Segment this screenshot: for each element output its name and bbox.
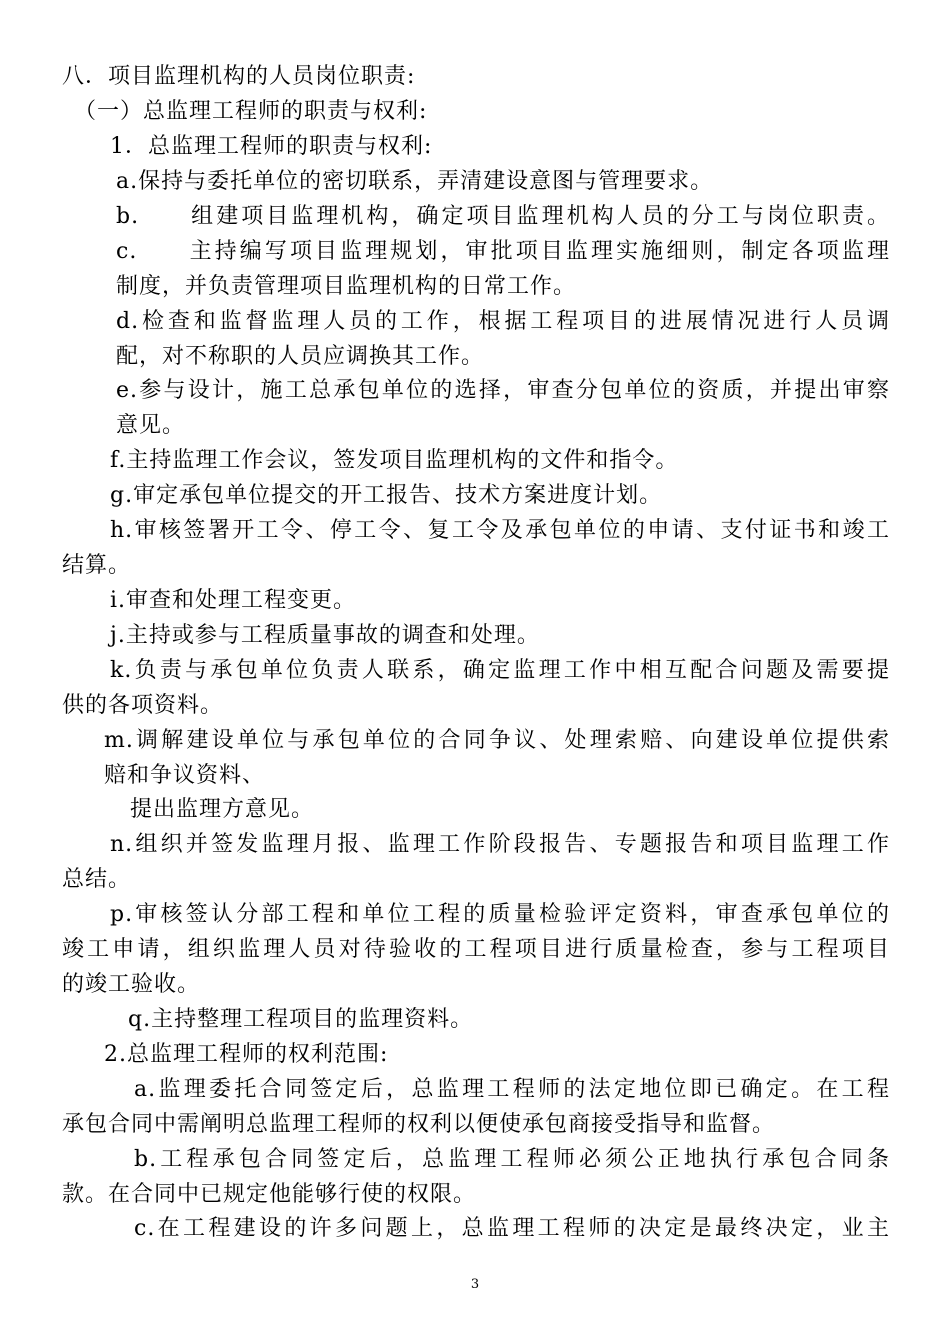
text-line: 意见。 [116,413,186,438]
text-line: 款。在合同中已规定他能够行使的权限。 [62,1182,477,1207]
section-heading: 八．项目监理机构的人员岗位职责: [62,64,416,89]
text-line: j.主持或参与工程质量事故的调查和处理。 [110,623,540,648]
text-line: i.审查和处理工程变更。 [110,588,357,613]
text-line: c. 主持编写项目监理规划，审批项目监理实施细则，制定各项监理 [116,239,890,264]
page-number: 3 [470,1277,480,1292]
text-line: n.组织并签发监理月报、监理工作阶段报告、专题报告和项目监理工作 [110,832,890,857]
text-line: p.审核签认分部工程和单位工程的质量检验评定资料，审查承包单位的 [110,902,890,927]
text-line: 配，对不称职的人员应调换其工作。 [116,344,485,369]
text-line: q.主持整理工程项目的监理资料。 [128,1007,474,1032]
text-line: 承包合同中需阐明总监理工程师的权利以便使承包商接受指导和监督。 [62,1112,776,1137]
text-line: 供的各项资料。 [62,693,224,718]
item-heading: 1．总监理工程师的职责与权利: [110,134,433,159]
text-line: 的竣工验收。 [62,972,201,997]
text-line: 制度，并负责管理项目监理机构的日常工作。 [116,274,577,299]
item-heading: 2.总监理工程师的权利范围: [104,1042,389,1067]
text-line: 赔和争议资料、 [104,763,266,788]
subsection-heading: （一）总监理工程师的职责与权利: [74,99,428,124]
text-line: k.负责与承包单位负责人联系，确定监理工作中相互配合问题及需要提 [110,658,890,683]
text-line: m.调解建设单位与承包单位的合同争议、处理索赔、向建设单位提供索 [104,728,890,753]
text-line: a.保持与委托单位的密切联系，弄清建设意图与管理要求。 [116,169,714,194]
text-line: b.工程承包合同签定后，总监理工程师必须公正地执行承包合同条 [134,1147,890,1172]
text-line: 结算。 [62,553,132,578]
text-line: d.检查和监督监理人员的工作，根据工程项目的进展情况进行人员调 [116,309,890,334]
text-line: a.监理委托合同签定后，总监理工程师的法定地位即已确定。在工程 [134,1077,890,1102]
text-line: c.在工程建设的许多问题上，总监理工程师的决定是最终决定，业主 [134,1216,890,1241]
text-line: 总结。 [62,867,132,892]
text-line: 竣工申请，组织监理人员对待验收的工程项目进行质量检查，参与工程项目 [62,937,890,962]
text-line: 提出监理方意见。 [130,797,315,822]
text-line: b. 组建项目监理机构，确定项目监理机构人员的分工与岗位职责。 [116,204,890,229]
text-line: g.审定承包单位提交的开工报告、技术方案进度计划。 [110,483,663,508]
text-line: e.参与设计，施工总承包单位的选择，审查分包单位的资质，并提出审察 [116,378,890,403]
text-line: f.主持监理工作会议，签发项目监理机构的文件和指令。 [110,448,679,473]
text-line: h.审核签署开工令、停工令、复工令及承包单位的申请、支付证书和竣工 [110,518,890,543]
